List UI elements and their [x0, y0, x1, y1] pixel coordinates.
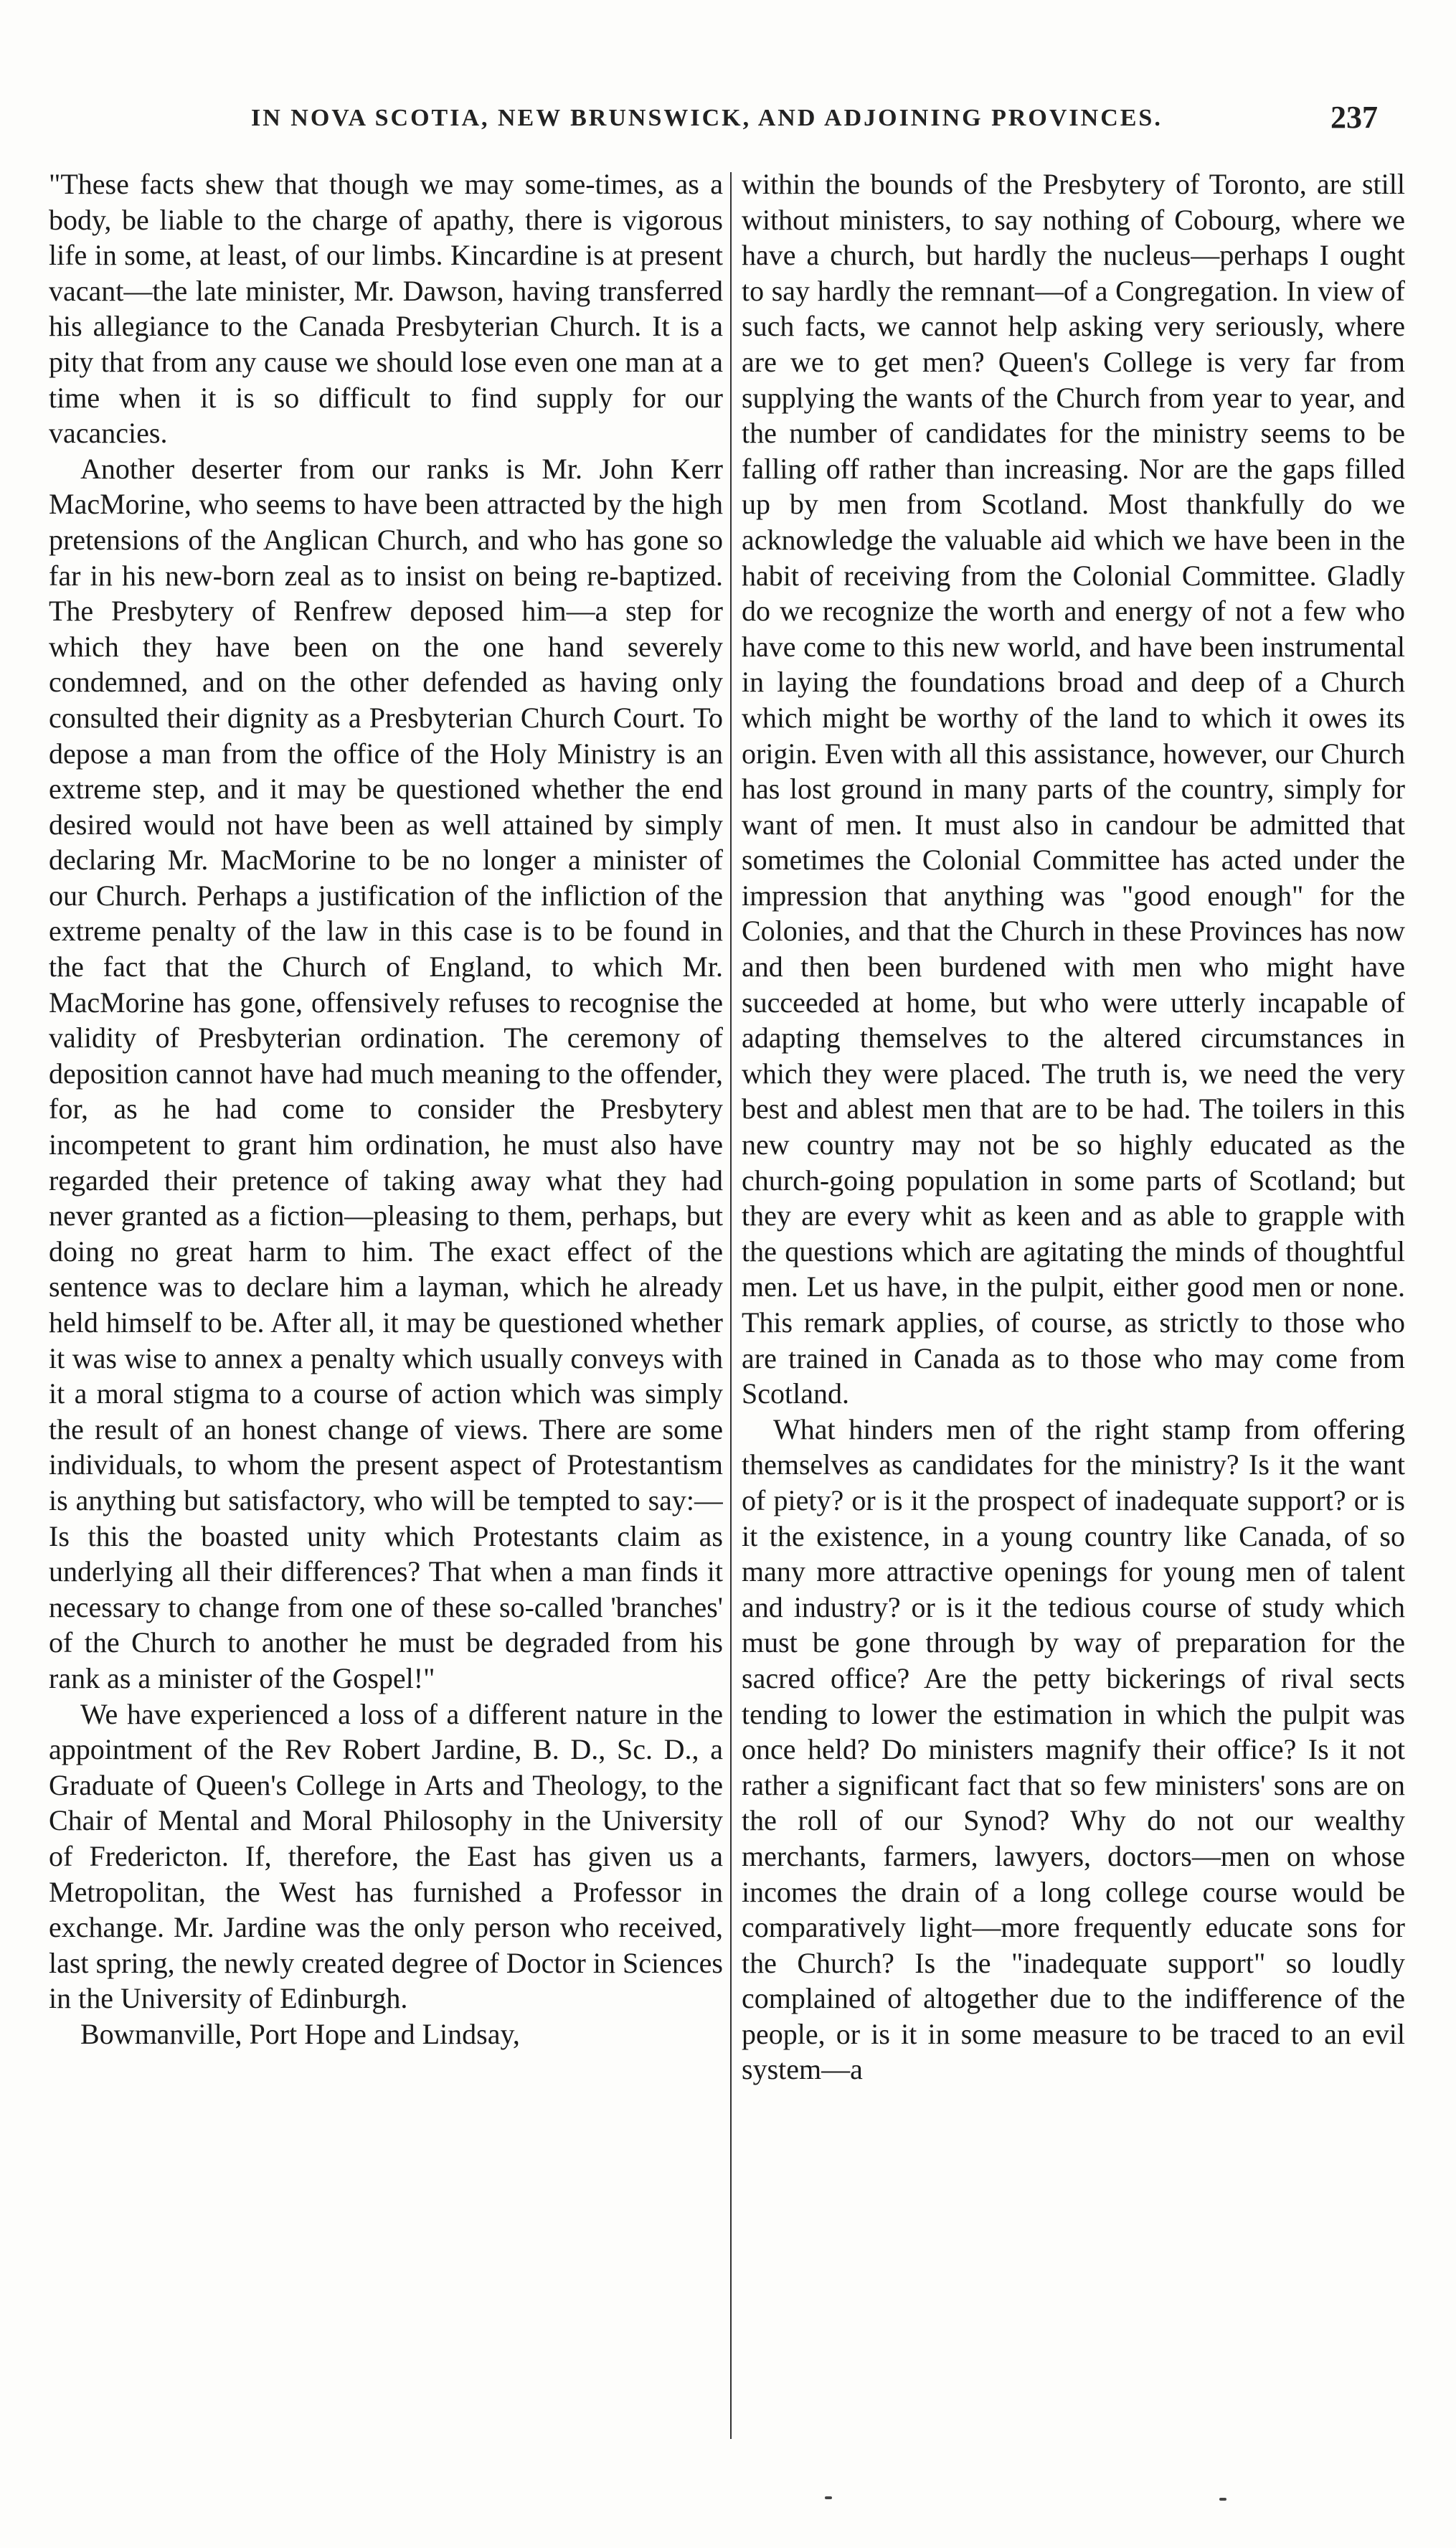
left-paragraph-3: We have experienced a loss of a different nature in the appointment of the Rev Robert Jardine, B. D., Sc. D., a Graduate of Queen's College in Arts and Theology, to the Chair of Mental and Moral Philosophy in the University of Fredericton. If, therefore, the East has given us a Metropolitan, the West has furnished a Professor in exchange. Mr. Jardine was the only person who received, last spring, the newly created degree of Doctor in Sciences in the University of Edinburgh.: [49, 1697, 723, 2015]
print-speck: [825, 2496, 832, 2499]
left-paragraph-2: Another deserter from our ranks is Mr. John Kerr MacMorine, who seems to have been attracted by the high pretensions of the Anglican Church, and who has gone so far in his new-born zeal as to insist on being re-baptized. The Presbytery of Renfrew deposed him—a step for which they have been on the one hand severely condemned, and on the other defended as having only consulted their dignity as a Presbyterian Church Court. To depose a man from the office of the Holy Ministry is an extreme step, and it may be questioned whether the end desired would not have been as well attained by simply declaring Mr. MacMorine to be no longer a minister of our Church. Perhaps a justification of the infliction of the extreme penalty of the law in this case is to be found in the fact that the Church of England, to which Mr. MacMorine has gone, offensively refuses to recognise the validity of Presbyterian ordination. The ceremony of deposition cannot have had much meaning to the offender, for, as he had come to consider the Presbytery incompetent to grant him ordination, he must also have regarded their pretence of taking away what they had never granted as a fiction—pleasing to them, perhaps, but doing no great harm to him. The exact effect of the sentence was to declare him a layman, which he already held himself to be. After all, it may be questioned whether it was wise to annex a penalty which usually conveys with it a moral stigma to a course of action which was simply the result of an honest change of views. There are some individuals, to whom the present aspect of Protestantism is anything but satisfactory, who will be tempted to say:—Is this the boasted unity which Protestants claim as underlying all their differences? That when a man finds it necessary to change from one of these so-called 'branches' of the Church to another he must be degraded from his rank as a minister of the Gospel!": [49, 452, 723, 1694]
left-paragraph-1: "These facts shew that though we may some-times, as a body, be liable to the charge of apathy, there is vigorous life in some, at least, of our limbs. Kincardine is at present vacant—the late minister, Mr. Dawson, having transferred his allegiance to the Canada Presbyterian Church. It is a pity that from any cause we should lose even one man at a time when it is so difficult to find supply for our vacancies.: [49, 168, 723, 450]
right-paragraph-1: within the bounds of the Presbytery of Toronto, are still without ministers, to say nothing of Cobourg, where we have a church, but hardly the nucleus—perhaps I ought to say hardly the remnant—of a Congregation. In view of such facts, we cannot help asking very seriously, where are we to get men? Queen's College is very far from supplying the wants of the Church from year to year, and the number of candidates for the ministry seems to be falling off rather than increasing. Nor are the gaps filled up by men from Scotland. Most thankfully do we acknowledge the valuable aid which we have been in the habit of receiving from the Colonial Committee. Gladly do we recognize the worth and energy of not a few who have come to this new world, and have been instrumental in laying the foundations broad and deep of a Church which might be worthy of the land to which it owes its origin. Even with all this assistance, however, our Church has lost ground in many parts of the country, simply for want of men. It must also in candour be admitted that sometimes the Colonial Committee has acted under the impression that anything was "good enough" for the Colonies, and that the Church in these Provinces has now and then been burdened with men who might have succeeded at home, but who were utterly incapable of adapting themselves to the altered circumstances in which they were placed. The truth is, we need the very best and ablest men that are to be had. The toilers in this new country may not be so highly educated as the church-going population in some parts of Scotland; but they are every whit as keen and as able to grapple with the questions which are agitating the minds of thoughtful men. Let us have, in the pulpit, either good men or none. This remark applies, of course, as strictly to those who are trained in Canada as to those who may come from Scotland.: [742, 168, 1405, 1410]
print-speck: [1219, 2498, 1226, 2501]
page-header: [0, 99, 1456, 142]
print-specks: [0, 2489, 1456, 2518]
left-paragraph-4: Bowmanville, Port Hope and Lindsay,: [80, 2017, 520, 2050]
right-paragraph-2: What hinders men of the right stamp from offering themselves as candidates for the ministry? Is it the want of piety? or is it the prospect of inadequate support? or is it the existence, in a young country like Canada, of so many more attractive openings for young men of talent and industry? or is it the tedious course of study which must be gone through by way of preparation for the sacred office? Are the petty bickerings of rival sects tending to lower the estimation in which the pulpit was once held? Do ministers magnify their office? Is it not rather a significant fact that so few ministers' sons are on the roll of our Synod? Why do not our wealthy merchants, farmers, lawyers, doctors—men on whose incomes the drain of a long college course would be comparatively light—more frequently educate sons for the Church? Is the "inadequate support" so loudly complained of altogether due to the indifference of the people, or is it in some measure to be traced to an evil system—a: [742, 1412, 1405, 2086]
column-divider: [730, 172, 732, 2439]
right-column: [742, 166, 1405, 2433]
page-number: 237: [1330, 100, 1378, 135]
left-column: [49, 166, 723, 2433]
running-head: IN NOVA SCOTIA, NEW BRUNSWICK, AND ADJOINING PROVINCES.: [251, 105, 1163, 131]
